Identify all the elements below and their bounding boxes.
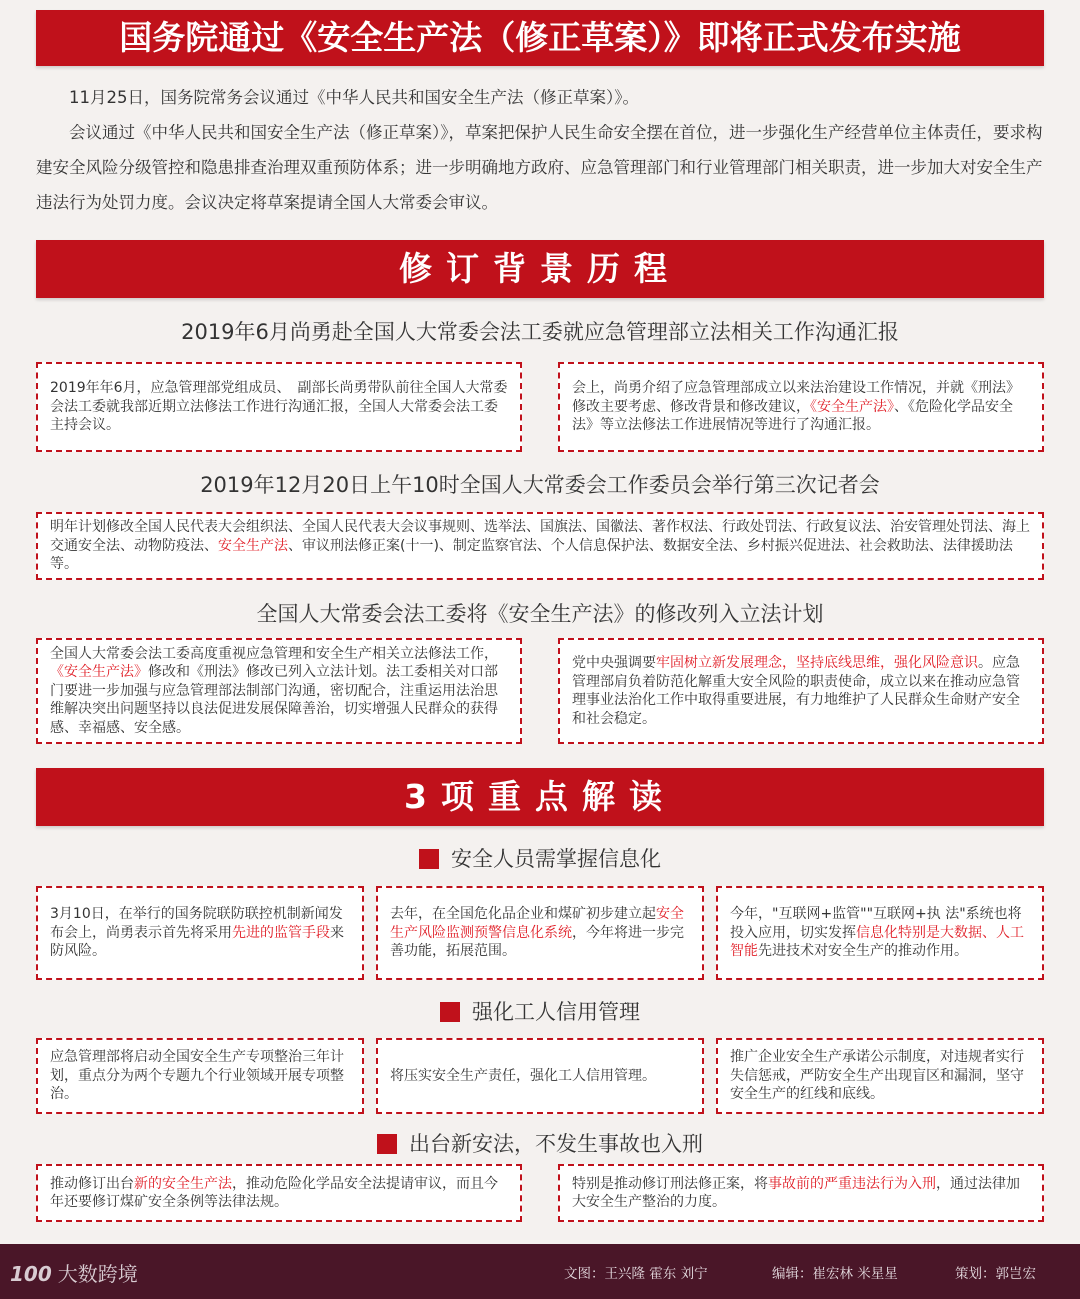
point1-heading: 安全人员需掌握信息化 (36, 843, 1044, 873)
point2-box-1: 应急管理部将启动全国安全生产专项整治三年计划，重点分为两个专题九个行业领域开展专项整治。 (36, 1038, 364, 1114)
credit-planner: 策划：郭岂宏 (955, 1266, 1036, 1282)
page-title: 国务院通过《安全生产法（修正草案）》即将正式发布实施 (36, 10, 1044, 66)
event3-left-text: 全国人大常委会法工委高度重视应急管理和安全生产相关立法修法工作，《安全生产法》修改和《刑法》修改已列入立法计划。法工委相关对口部门要进一步加强与应急管理部法制部门沟通，密切配合，注重运用法治思维解决突出问题坚持以良法促进发展保障善治，切实增强人民群众的获得感、幸福感、安全感。 (50, 645, 498, 736)
point3-box-2: 特别是推动修订刑法修正案，将事故前的严重违法行为入刑，通过法律加大安全生产整治的力度。 (558, 1164, 1044, 1222)
event1-right-text: 会上，尚勇介绍了应急管理部成立以来法治建设工作情况，并就《刑法》修改主要考虑、修改背景和修改建议，《安全生产法》、《危险化学品安全法》等立法修法工作进展情况等进行了沟通汇报。 (572, 380, 1020, 434)
point2-box-2: 将压实安全生产责任，强化工人信用管理。 (376, 1038, 704, 1114)
point1-box-1: 3月10日，在举行的国务院联防联控机制新闻发布会上，尚勇表示首先将采用先进的监管手段来防风险。 (36, 886, 364, 980)
credit-editor: 编辑：崔宏林 米星星 (772, 1266, 898, 1282)
event1-left-box (36, 362, 522, 452)
point1-box-3: 今年，"互联网+监管""互联网+执 法"系统也将投入应用，切实发挥信息化特别是大数据、人工智能先进技术对安全生产的推动作用。 (716, 886, 1044, 980)
event3-heading: 全国人大常委会法工委将《安全生产法》的修改列入立法计划 (256, 602, 824, 626)
event1-left-text: 2019年年6月，应急管理部党组成员、 副部长尚勇带队前往全国人大常委会法工委就我部近期立法修法工作进行沟通汇报，全国人大常委会法工委主持会议。 (50, 380, 508, 434)
credit-text-images: 文图：王兴隆 霍东 刘宁 (564, 1266, 708, 1282)
logo-mark: 100 (10, 1262, 52, 1286)
section-banner-key-points: 3项重点解读 (36, 768, 1044, 826)
point3-box-1: 推动修订出台新的安全生产法，推动危险化学品安全法提请审议，而且今年还要修订煤矿安全条例等法律法规。 (36, 1164, 522, 1222)
section-banner-background: 修订背景历程 (36, 240, 1044, 298)
logo-text: 大数跨境 (57, 1262, 138, 1286)
footer (0, 1244, 1080, 1299)
point2-box-3: 推广企业安全生产承诺公示制度，对违规者实行失信惩戒，严防安全生产出现盲区和漏洞，坚守安全生产的红线和底线。 (716, 1038, 1044, 1114)
point1-box-2: 去年，在全国危化品企业和煤矿初步建立起安全生产风险监测预警信息化系统，今年将进一步完善功能，拓展范围。 (376, 886, 704, 980)
intro-paragraph-2: 会议通过《中华人民共和国安全生产法（修正草案）》，草案把保护人民生命安全摆在首位，进一步强化生产经营单位主体责任，要求构建安全风险分级管控和隐患排查治理双重预防体系；进一步明确地方政府、应急管理部门和行业管理部门相关职责，进一步加大对安全生产违法行为处罚力度。会议决定将草案提请全国人大常委会审议。 (36, 123, 1043, 212)
event2-heading: 2019年12月20日上午10时全国人大常委会工作委员会举行第三次记者会 (200, 473, 880, 497)
event3-right-box (558, 638, 1044, 744)
point2-heading: 强化工人信用管理 (36, 996, 1044, 1026)
intro-paragraph-1: 11月25日，国务院常务会议通过《中华人民共和国安全生产法（修正草案）》。 (69, 88, 639, 107)
event2-box (36, 512, 1044, 580)
event3-left-box (36, 638, 522, 744)
brand-logo (10, 1258, 138, 1287)
event1-heading: 2019年6月尚勇赴全国人大常委会法工委就应急管理部立法相关工作沟通汇报 (181, 320, 899, 344)
intro-text (36, 80, 1046, 220)
event2-text: 明年计划修改全国人民代表大会组织法、全国人民代表大会议事规则、选举法、国旗法、国徽法、著作权法、行政处罚法、行政复议法、治安管理处罚法、海上交通安全法、动物防疫法、安全生产法、审议刑法修正案(十一)、制定监察官法、个人信息保护法、数据安全法、乡村振兴促进法、社会救助法、法律援助法等。 (50, 519, 1030, 573)
bullet-square-icon (440, 1002, 460, 1022)
event3-right-text: 党中央强调要牢固树立新发展理念，坚持底线思维，强化风险意识。应急管理部肩负着防范化解重大安全风险的职责使命，成立以来在推动应急管理事业法治化工作中取得重要进展，有力地维护了人民群众生命财产安全和社会稳定。 (572, 655, 1020, 727)
event1-right-box (558, 362, 1044, 452)
bullet-square-icon (377, 1134, 397, 1154)
bullet-square-icon (419, 849, 439, 869)
point3-heading: 出台新安法，不发生事故也入刑 (36, 1128, 1044, 1158)
